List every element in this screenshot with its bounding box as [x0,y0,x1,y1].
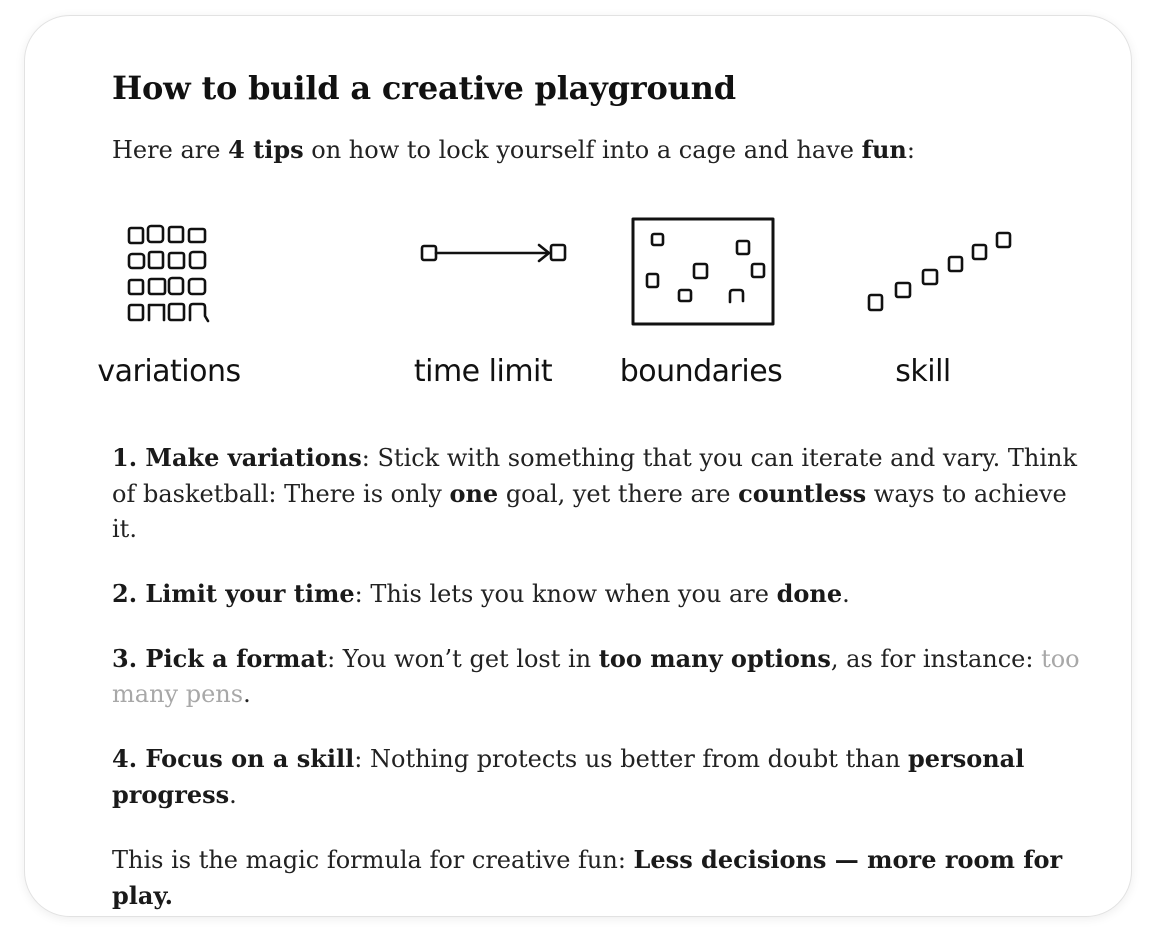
article-title: How to build a creative playground [112,69,736,107]
tip-1-text-3: ways to achieve it. [112,480,1067,543]
tip-2-bold-done: done [776,579,843,608]
intro-text-1: Here are [112,136,229,164]
intro-paragraph [112,132,1082,168]
variations-grid-icon [129,226,208,321]
tip-2-text-2: . [842,580,850,608]
tip-4-text-2: . [229,781,237,809]
intro-text-3: : [906,136,915,164]
illustration [97,198,1082,428]
tip-3-title: 3. Pick a format [112,644,328,673]
tip-1-text-1: : Stick with something that you can iterate and vary. Think of basketball: There is only [112,444,1078,508]
tip-3-bold-options: too many options [598,644,831,673]
tip-4-title: 4. Focus on a skill [112,744,355,773]
label-time-limit: time limit [413,354,553,389]
tip-1-bold-countless: countless [738,479,867,508]
formula-text: This is the magic formula for creative fun: [112,846,634,874]
tip-1-title: 1. Make variations [112,443,362,472]
tip-1-text-2: goal, yet there are [498,480,739,508]
formula-bold: Less decisions — more room for play. [112,845,1063,910]
intro-bold-tips: 4 tips [228,135,304,164]
tip-2 [112,576,1082,612]
tip-3-text-3: . [243,680,251,708]
formula-paragraph [112,842,1082,914]
tip-4-text-1: : Nothing protects us better from doubt than [354,745,909,773]
boundaries-icon [633,219,773,324]
article-content [97,66,1082,914]
tip-3-text-1: : You won’t get lost in [327,645,599,673]
tip-4-bold-progress: personal progress [112,744,1025,809]
illustration-drawing [112,198,1082,428]
tip-3 [112,641,1082,712]
label-variations: variations [97,354,241,389]
tip-4 [112,741,1082,813]
tip-2-text-1: : This lets you know when you are [354,580,777,608]
tip-1 [112,440,1082,547]
tip-3-faded-example: too many pens [112,645,1080,708]
label-boundaries: boundaries [619,354,783,389]
skill-icon [869,233,1010,310]
tip-1-bold-one: one [449,479,499,508]
label-skill: skill [895,354,951,389]
article-card [24,15,1132,917]
tip-3-text-2: , as for instance: [830,645,1042,673]
time-limit-icon [422,245,565,261]
intro-bold-fun: fun [861,135,907,164]
intro-text-2: on how to lock yourself into a cage and have [303,136,862,164]
tips-list [112,440,1082,813]
tip-2-title: 2. Limit your time [112,579,355,608]
